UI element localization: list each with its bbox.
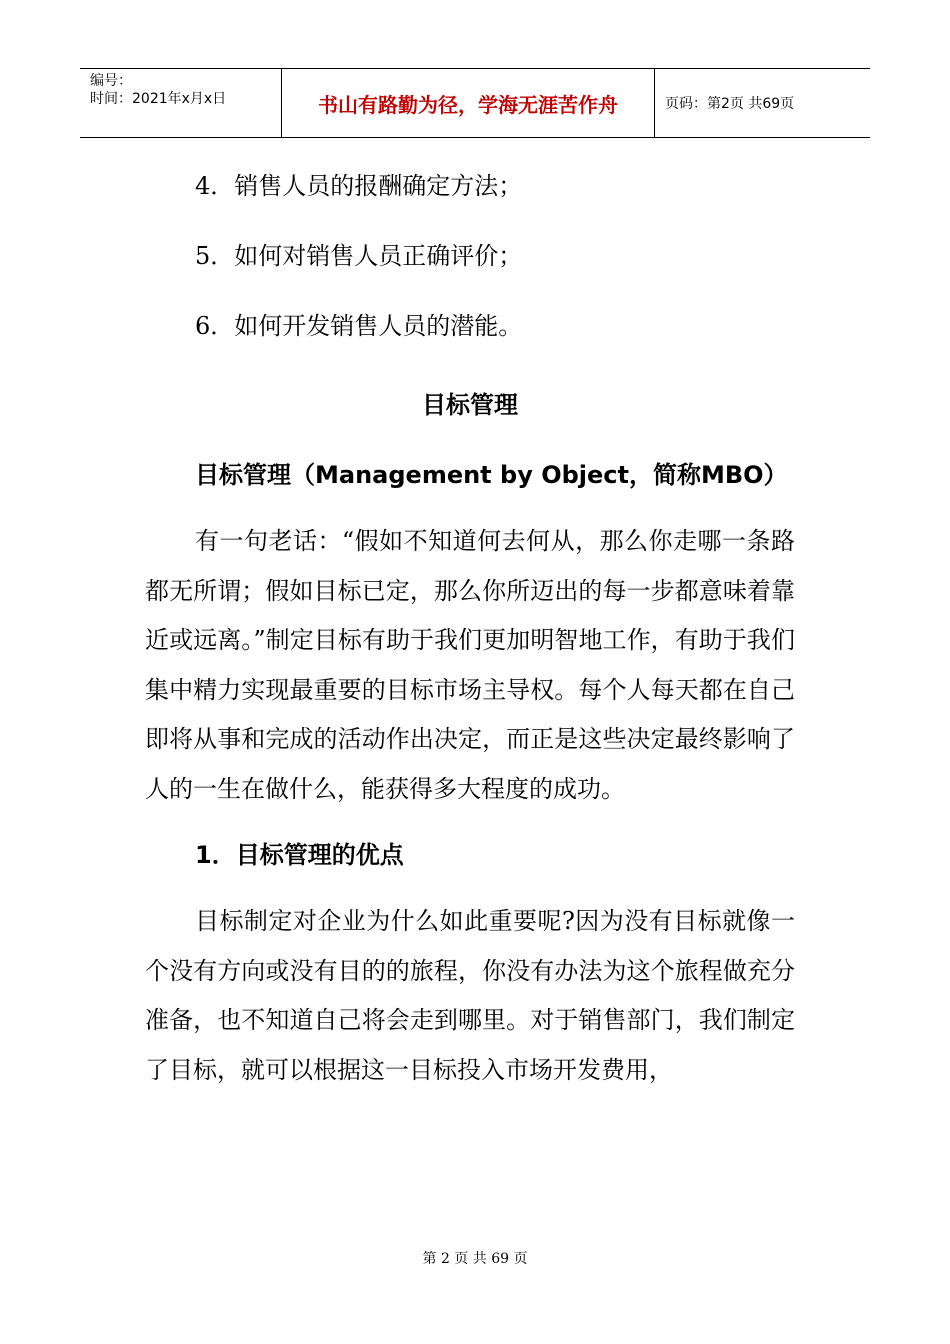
document-time-label: 时间：2021年x月x日 <box>90 91 227 107</box>
section-title: 目标管理 <box>422 391 518 419</box>
header-meta <box>80 69 282 137</box>
page-footer: 第 2 页 共 69 页 <box>422 1251 528 1267</box>
page-header <box>80 68 870 138</box>
document-body <box>145 160 795 1101</box>
list-item: 4．销售人员的报酬确定方法； <box>195 172 523 200</box>
document-number-label: 编号： <box>90 73 132 89</box>
list-item: 5．如何对销售人员正确评价； <box>195 242 523 270</box>
paragraph-advantages: 目标制定对企业为什么如此重要呢?因为没有目标就像一个没有方向或没有目的的旅程，你没有办法为这个旅程做充分准备，也不知道自己将会走到哪里。对于销售部门，我们制定了目标，就可以根据这一目标投入市场开发费用， <box>145 907 795 1084</box>
paragraph-intro: 有一句老话：“假如不知道何去何从，那么你走哪一条路都无所谓；假如目标已定，那么你所迈出的每一步都意味着靠近或远离。”制定目标有助于我们更加明智地工作，有助于我们集中精力实现最重要的目标市场主导权。每个人每天都在自己即将从事和完成的活动作出决定，而正是这些决定最终影响了人的一生在做什么，能获得多大程度的成功。 <box>145 527 795 803</box>
subheading-advantages: 1．目标管理的优点 <box>195 841 404 869</box>
header-page-info: 页码：第2页 共69页 <box>665 96 795 112</box>
header-motto: 书山有路勤为径，学海无涯苦作舟 <box>282 69 655 137</box>
list-item: 6．如何开发销售人员的潜能。 <box>195 312 523 340</box>
section-subtitle: 目标管理（Management by Object，简称MBO） <box>195 461 788 489</box>
